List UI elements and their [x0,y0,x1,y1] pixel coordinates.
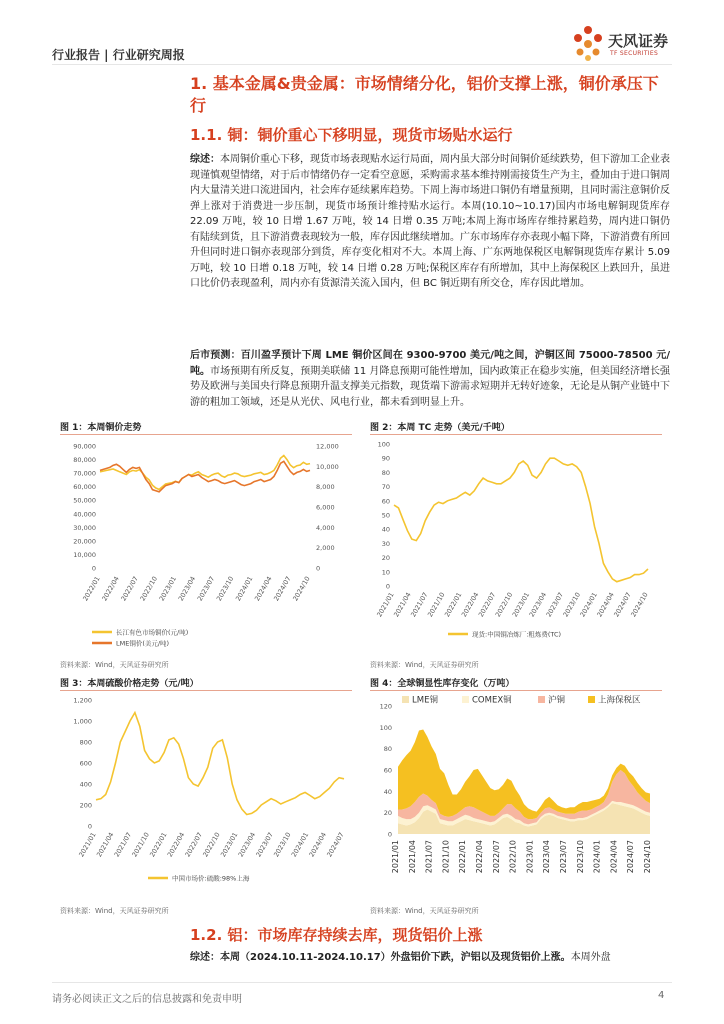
fig2-series-line [394,458,648,582]
fig1-series-line [100,456,310,490]
fig2-title-rule [370,434,662,435]
fig4-legend-label: 沪铜 [548,695,566,706]
fig4-x-tick: 2021/10 [441,840,451,874]
fig3-y-tick: 0 [87,822,92,831]
fig2-x-tick: 2024/10 [629,591,650,619]
fig3-x-tick: 2021/04 [95,831,116,859]
report-type-label: 行业报告 | 行业研究周报 [52,48,185,62]
fig3-x-tick: 2021/10 [130,831,151,859]
fig4-x-tick: 2023/07 [559,840,568,874]
logo-mark-icon [570,24,606,62]
fig3-x-tick: 2022/04 [165,831,187,859]
fig4-source: 资料来源：Wind，天风证券研究所 [370,907,479,915]
fig1-y-left-tick: 40,000 [73,510,96,519]
fig2-x-tick: 2021/07 [409,591,430,619]
fig4-y-tick: 0 [387,830,392,839]
summary-body: 本周铜价重心下移，现货市场表现贴水运行局面，周内虽大部分时间铜价延续跌势，但下游加工企业表现谨慎观望情绪，对于后市情绪仍存一定看空意愿，采购需求基本维持刚需接货生产为主，叠加由于进口铜周内大量清关进口流进国内，社会库存延续累库趋势。下周上海市场进口铜仍有增量预期，且同时需注意铜价反弹上涨对于消费进一步压制，现货市场预计维持贴水运行。本周(10.10~10.17)国内市场电解铜现货库存 22.09 万吨，较 10 日增 1.67 万吨，较 14 日增 0.35 万吨;本周上海市场库存维持累趋势，周内进口铜仍有陆续到货，且下游消费表现较为一般，库存因此继续增加。广东市场库存亦表现小幅下降，下游消费有所回升但同时进口铜亦表现部分到货，库存变化相对不大。本周上海、广东两地保税区电解铜现货库存累计 5.09 万吨，较 10 日增 0.18 万吨，较 14 日增 0.28 万吨;保税区库存有所增加，其中上海保税区上跌回升，虽进口比价仍表现盈利，周内亦有货源清关流入国内，但 BC 铜近期有所交仓，库存因此增加。 [190,154,670,289]
footer-divider [52,982,672,983]
fig3-x-tick: 2021/01 [77,831,98,859]
fig1-y-right-tick: 0 [316,564,321,573]
fig2-x-tick: 2022/07 [476,591,498,619]
fig4-x-tick: 2023/01 [525,840,535,874]
fig2-x-tick: 2023/10 [561,591,582,619]
fig4-legend-swatch [462,696,469,703]
forecast-bold: 百川盈孚预计下周 LME 铜价区间在 9300-9700 美元/吨之间，沪铜区间 75000-78500 元/吨。 [190,350,670,377]
fig4-x-tick: 2022/01 [458,840,468,874]
fig1-x-tick: 2023/04 [176,575,198,603]
fig2-y-tick: 50 [381,511,390,520]
fig1-x-tick: 2023/10 [214,575,236,603]
summary2-body: 本周外盘 [570,952,611,963]
fig3-y-tick: 400 [79,780,92,789]
fig2-x-tick: 2021/04 [392,591,413,619]
fig3-y-tick: 600 [79,759,92,768]
fig4-x-tick: 2021/01 [391,840,400,874]
fig2-y-tick: 80 [381,468,390,477]
fig2-y-tick: 70 [381,483,390,492]
fig1-y-left-tick: 30,000 [73,523,96,532]
fig3-x-tick: 2023/10 [272,831,293,859]
fig4-x-tick: 2023/04 [542,840,552,874]
section-1-2-title: 1.2. 铝：市场库存持续去库，现货铝价上涨 [190,926,483,944]
fig3-x-tick: 2022/01 [148,831,169,859]
fig4-x-tick: 2024/01 [592,840,602,874]
fig4-x-tick: 2021/07 [424,840,434,874]
fig4-y-tick: 60 [383,766,392,775]
fig4-x-tick: 2021/04 [407,840,417,874]
section-1-title: 1. 基本金属&贵金属：市场情绪分化，铝价支撑上涨，铜价承压下行 [190,74,659,115]
fig4-legend-label: 上海保税区 [598,695,641,706]
fig1-legend-label: 长江有色市场铜价(元/吨) [116,628,189,637]
fig1-y-left-tick: 0 [91,564,96,573]
fig4-chart [370,694,662,900]
fig2-x-tick: 2023/04 [527,591,549,619]
copper-summary-paragraph [190,152,670,292]
section-1-1-title: 1.1. 铜：铜价重心下移明显，现货市场贴水运行 [190,126,513,144]
fig4-x-tick: 2023/10 [575,840,585,874]
fig1-x-tick: 2023/07 [195,575,217,603]
fig1-y-left-tick: 80,000 [73,456,96,465]
fig2-y-tick: 10 [381,568,390,577]
fig1-x-tick: 2024/01 [234,575,255,603]
fig4-legend-swatch [402,696,409,703]
fig2-chart [370,438,662,650]
fig3-legend-label: 中国市场价:硫酸:98%上海 [172,874,250,883]
fig2-y-tick: 30 [381,539,390,548]
fig1-y-right-tick: 10,000 [316,462,339,471]
fig2-x-tick: 2022/01 [443,591,464,619]
fig1-source: 资料来源：Wind，天风证券研究所 [60,661,169,669]
fig4-x-tick: 2024/10 [643,840,652,874]
fig1-title-rule [60,434,352,435]
aluminum-summary-paragraph [190,950,670,966]
fig1-chart [60,438,352,650]
forecast-body: 市场预期有所反复，预期美联储 11 月降息预期可能性增加，国内政策正在稳步实施，但美国经济增长强势及欧洲与美国央行降息预期升温支撑美元指数，现货端下游需求短期并无转好迹象，无论是从铜产业链中下游的粗加工领域，还是从光伏、风电行业，都未看到明显上升。 [190,365,670,408]
company-logo [570,24,680,64]
fig1-title: 图 1：本周铜价走势 [60,423,142,433]
fig4-legend-swatch [538,696,545,703]
fig1-y-left-tick: 50,000 [73,496,96,505]
footer-disclaimer: 请务必阅读正文之后的信息披露和免责申明 [52,994,242,1005]
fig4-x-tick: 2022/10 [508,840,518,874]
fig1-y-left-tick: 70,000 [73,469,96,478]
forecast-label: 后市预测： [190,350,241,361]
fig2-y-tick: 20 [381,554,390,563]
fig2-y-tick: 40 [381,525,390,534]
fig4-x-tick: 2022/07 [491,840,501,874]
fig1-y-right-tick: 12,000 [316,442,339,451]
summary2-label: 综述： [190,952,220,963]
fig2-y-tick: 90 [381,454,390,463]
fig2-x-tick: 2024/01 [578,591,599,619]
fig2-x-tick: 2024/07 [612,591,633,619]
copper-forecast-paragraph [190,348,670,410]
fig1-y-right-tick: 4,000 [316,523,335,532]
fig4-x-tick: 2024/07 [626,840,636,874]
fig3-x-tick: 2023/04 [236,831,258,859]
fig3-chart [60,694,352,900]
fig2-legend-label: 现货:中国铜冶炼厂:粗炼费(TC) [472,630,562,639]
fig3-title: 图 3：本周硫酸价格走势（元/吨） [60,679,199,689]
fig1-x-tick: 2024/04 [253,575,274,603]
fig3-series-line [96,713,344,815]
fig4-legend-label: LME铜 [412,695,438,706]
fig4-legend-swatch [588,696,595,703]
fig4-legend-label: COMEX铜 [472,695,512,706]
summary-label: 综述： [190,154,220,165]
fig2-title: 图 2：本周 TC 走势（美元/千吨） [370,423,510,433]
fig1-x-tick: 2022/01 [81,575,102,603]
fig1-x-tick: 2022/04 [100,575,121,603]
fig3-x-tick: 2023/07 [254,831,275,859]
fig1-x-tick: 2024/07 [272,575,293,603]
fig2-x-tick: 2021/01 [375,591,396,619]
fig1-x-tick: 2022/07 [119,575,140,603]
fig4-x-tick: 2024/04 [609,840,619,874]
fig1-x-tick: 2023/01 [157,575,179,603]
fig3-x-tick: 2022/07 [183,831,205,859]
fig2-x-tick: 2022/10 [493,591,515,619]
fig1-y-left-tick: 90,000 [73,442,96,451]
fig2-x-tick: 2024/04 [595,591,616,619]
fig1-y-right-tick: 2,000 [316,544,335,553]
header-divider [52,64,672,65]
fig2-x-tick: 2021/10 [426,591,447,619]
fig4-x-tick: 2022/04 [475,840,484,874]
fig3-y-tick: 200 [79,801,92,810]
fig3-y-tick: 1,000 [73,717,92,726]
fig4-y-tick: 100 [379,723,392,732]
fig4-y-tick: 120 [379,702,392,711]
fig3-x-tick: 2024/07 [325,831,346,859]
summary2-bold: 本周（2024.10.11-2024.10.17）外盘铝价下跌，沪铝以及现货铝价上涨。 [220,952,571,963]
fig4-y-tick: 40 [383,787,392,796]
fig1-x-tick: 2024/10 [291,575,312,603]
fig3-y-tick: 800 [79,738,92,747]
fig4-title: 图 4：全球铜显性库存变化（万吨） [370,679,515,689]
fig2-x-tick: 2023/01 [510,591,532,619]
fig2-y-tick: 0 [385,582,390,591]
fig4-title-rule [370,690,662,691]
fig3-x-tick: 2024/04 [307,831,329,859]
fig2-x-tick: 2023/07 [544,591,566,619]
fig3-y-tick: 1,200 [73,696,92,705]
fig3-x-tick: 2024/01 [289,831,311,859]
page-number: 4 [658,990,665,1001]
fig3-source: 资料来源：Wind，天风证券研究所 [60,907,169,915]
fig1-y-right-tick: 8,000 [316,483,335,492]
fig1-y-left-tick: 10,000 [73,550,96,559]
fig3-x-tick: 2022/10 [201,831,222,859]
fig1-y-left-tick: 20,000 [73,537,96,546]
fig3-title-rule [60,690,352,691]
fig2-x-tick: 2022/04 [459,591,481,619]
fig1-x-tick: 2022/10 [138,575,160,603]
fig1-y-left-tick: 60,000 [73,483,96,492]
fig2-source: 资料来源：Wind，天风证券研究所 [370,661,479,669]
logo-text-en: TF SECURITIES [610,50,659,57]
fig4-y-tick: 20 [383,809,392,818]
fig2-y-tick: 60 [381,497,390,506]
fig3-x-tick: 2023/01 [219,831,240,859]
fig1-y-right-tick: 6,000 [316,503,335,512]
fig4-y-tick: 80 [383,745,392,754]
logo-text: 天风证券 [608,32,669,50]
fig2-y-tick: 100 [377,440,390,449]
fig1-legend-label: LME铜价(美元/吨) [116,639,170,648]
fig3-x-tick: 2021/07 [112,831,134,859]
